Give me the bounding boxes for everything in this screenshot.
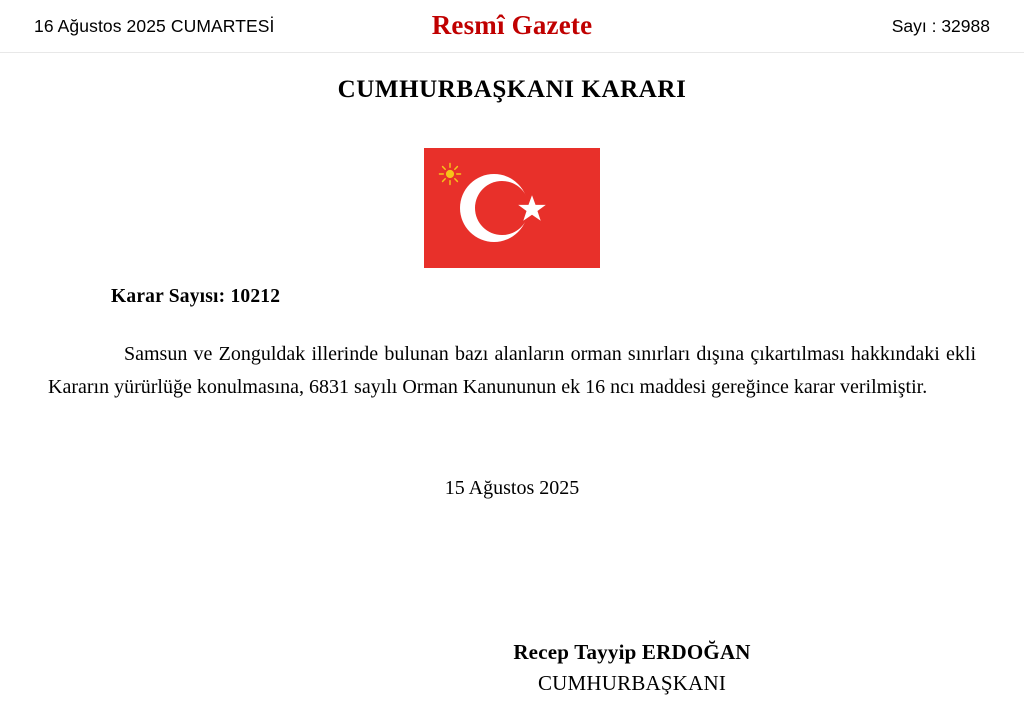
flag-sun-emblem-icon xyxy=(438,162,462,186)
masthead-title: Resmî Gazete xyxy=(431,10,593,40)
decision-number: Karar Sayısı: 10212 xyxy=(111,286,281,307)
document-date: 15 Ağustos 2025 xyxy=(444,477,580,499)
signature-block xyxy=(0,640,1024,696)
document-body-paragraph: Samsun ve Zonguldak illerinde bulunan bazı alanların orman sınırları dışına çıkartılması hakkındaki ekli Kararın yürürlüğe konulmasına, 6831 sayılı Orman Kanununun ek 16 ncı maddesi gereğince karar verilmiştir. xyxy=(48,343,976,398)
masthead-divider xyxy=(0,52,1024,53)
page-title: CUMHURBAŞKANI KARARI xyxy=(337,76,687,103)
turkish-flag-icon xyxy=(424,148,600,268)
signatory-title: CUMHURBAŞKANI xyxy=(537,671,727,695)
masthead-issue-number: Sayı : 32988 xyxy=(891,15,990,36)
masthead-date: 16 Ağustos 2025 CUMARTESİ xyxy=(34,15,275,36)
masthead xyxy=(0,0,1024,52)
flag-star-icon xyxy=(517,194,547,224)
signatory-name: Recep Tayyip ERDOĞAN xyxy=(513,640,751,664)
flag-field xyxy=(424,148,600,268)
